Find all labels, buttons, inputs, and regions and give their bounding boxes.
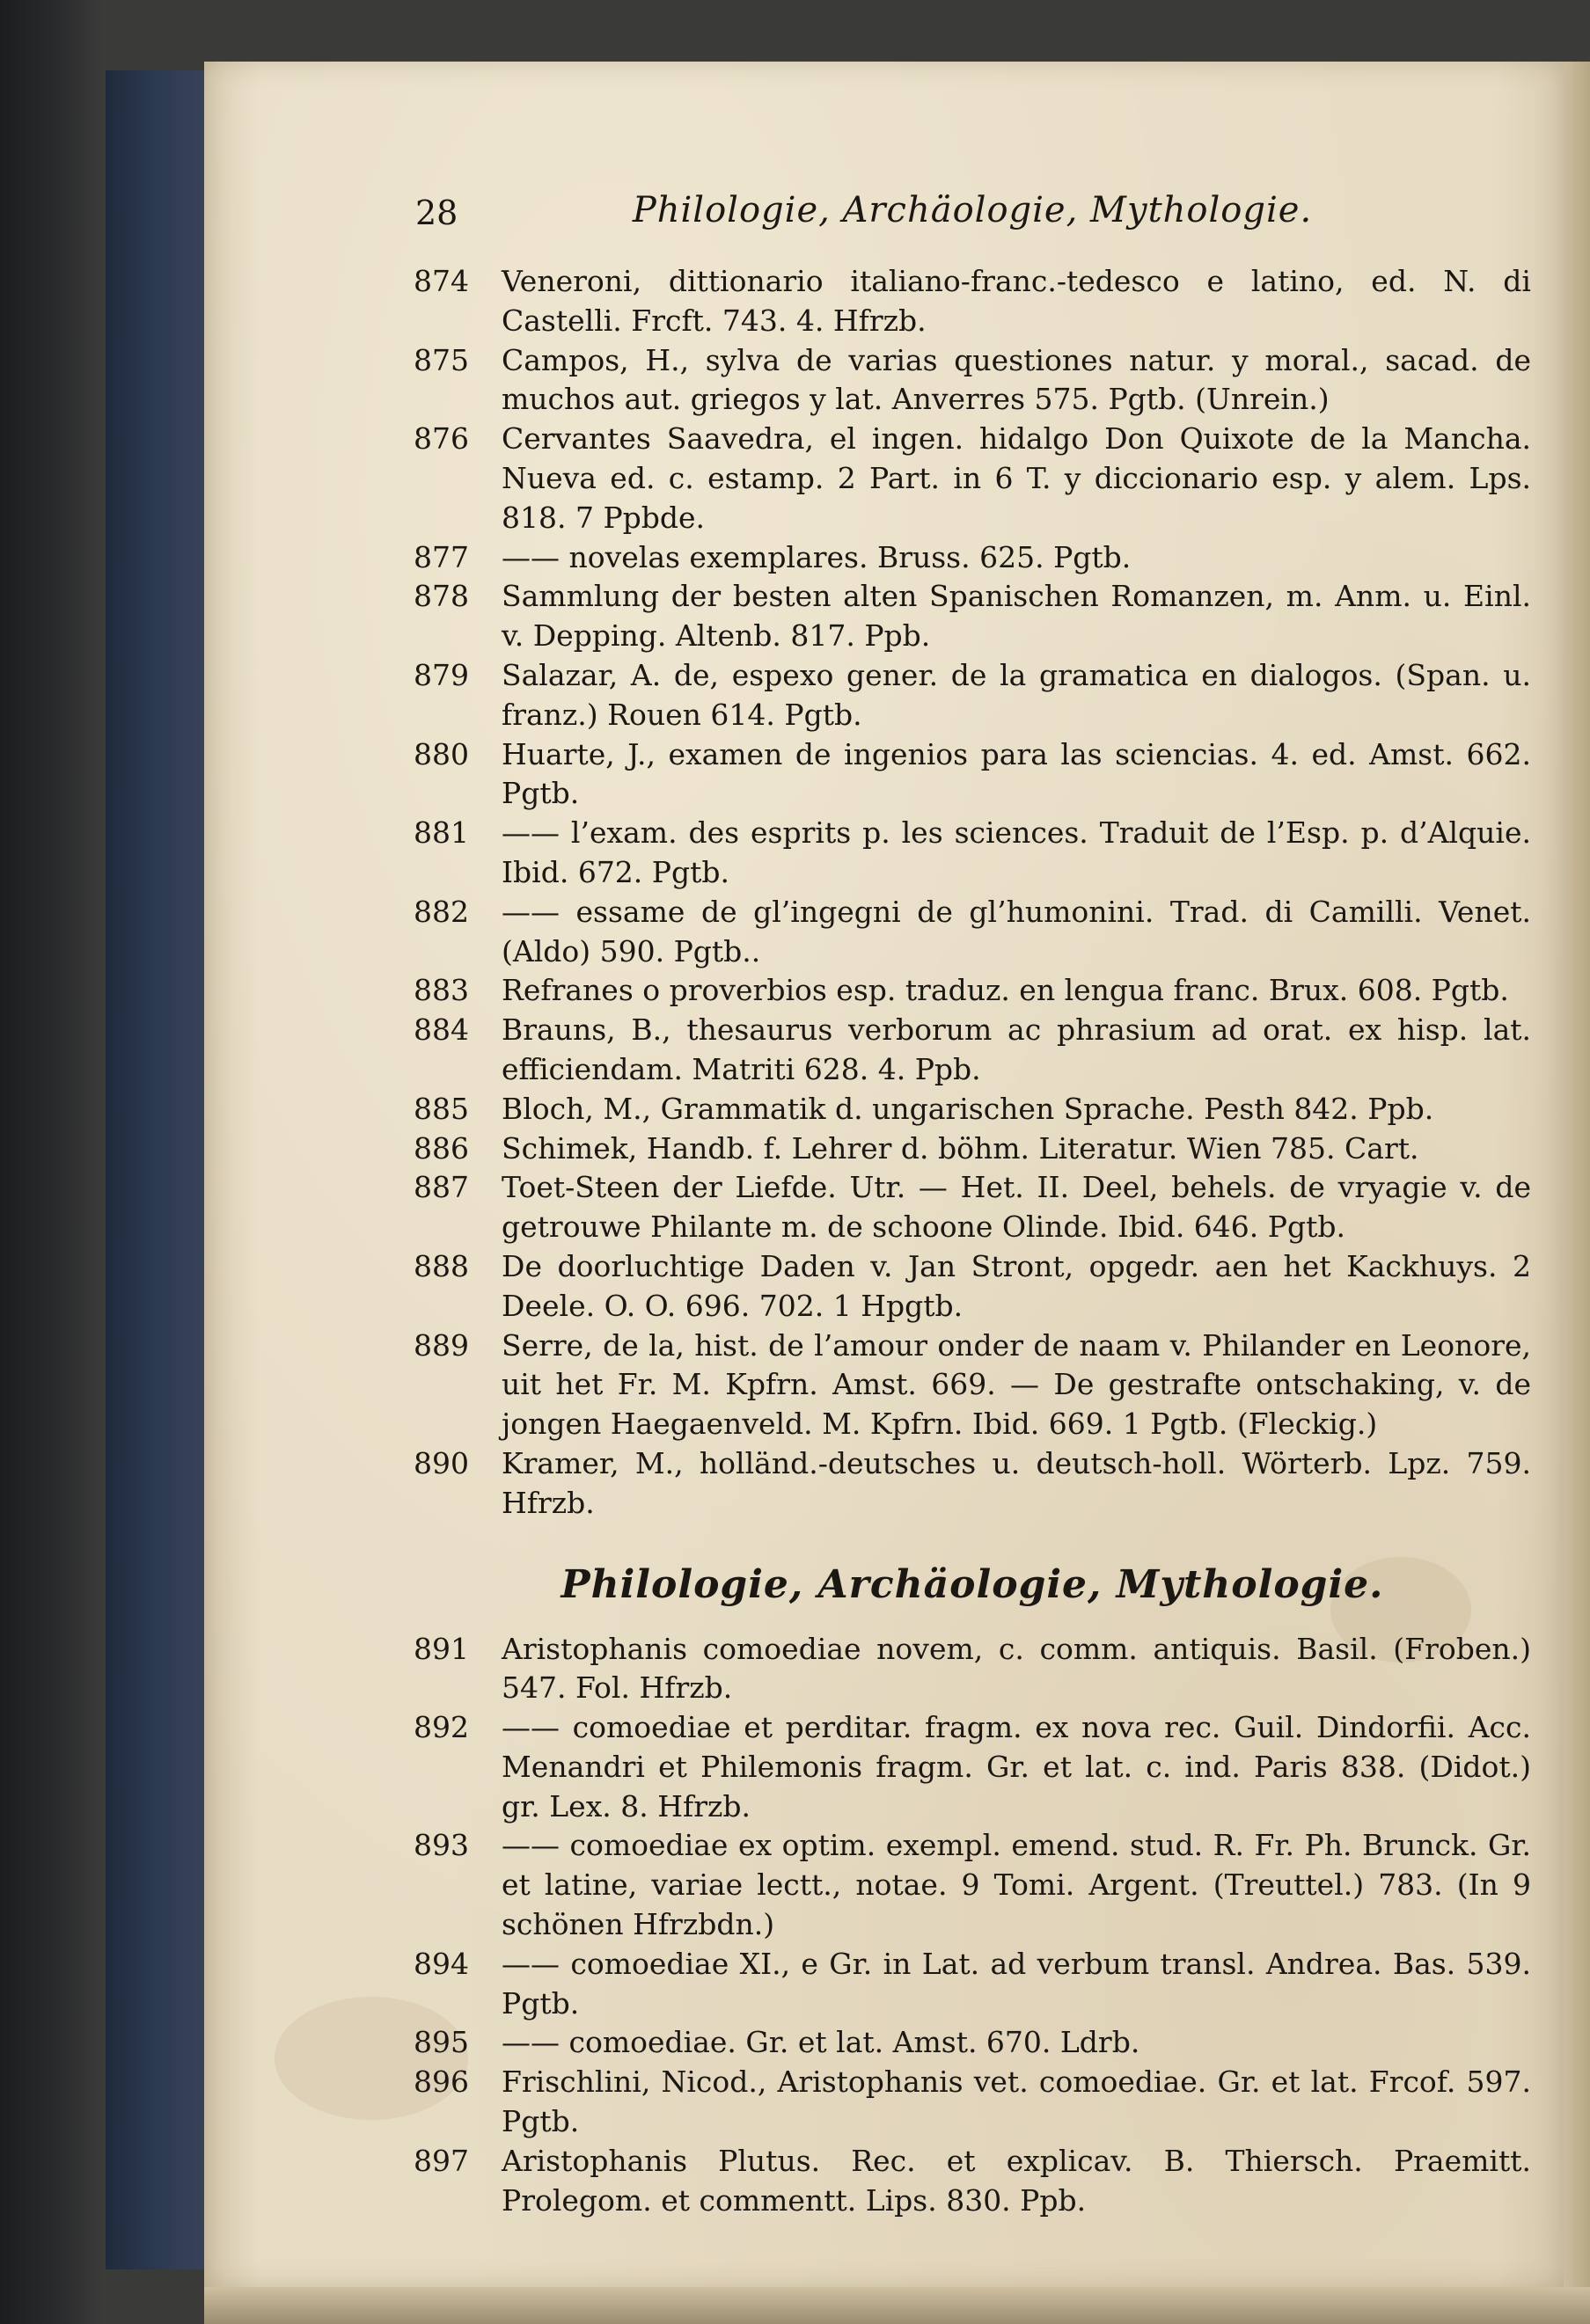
entry-text: —— l’exam. des esprits p. les sciences. Traduit de l’Esp. p. d’Alquie. Ibid. 672. Pgtb. xyxy=(502,815,1531,889)
entry-number: 896 xyxy=(414,2065,469,2100)
book-spine xyxy=(0,0,106,2324)
catalogue-entry xyxy=(414,1011,1531,1090)
entry-number: 887 xyxy=(414,1170,469,1205)
entry-text: Cervantes Saavedra, el ingen. hidalgo Don Quixote de la Mancha. Nueva ed. c. estamp. 2 Part. in 6 T. y diccionario esp. y alem. Lps. 818. 7 Ppbde. xyxy=(502,421,1531,535)
page-content xyxy=(414,176,1531,2220)
catalogue-entry xyxy=(414,1247,1531,1326)
catalogue-entry xyxy=(414,262,1531,341)
catalogue-entry xyxy=(414,1708,1531,1826)
entry-number: 888 xyxy=(414,1248,469,1283)
entry-number: 874 xyxy=(414,264,469,298)
entry-text: Aristophanis Plutus. Rec. et explicav. B. Thiersch. Praemitt. Prolegom. et commentt. Lips. 830. Ppb. xyxy=(502,2143,1531,2218)
entry-text: —— novelas exemplares. Bruss. 625. Pgtb. xyxy=(502,539,1132,574)
entry-text: Salazar, A. de, espexo gener. de la gramatica en dialogos. (Span. u. franz.) Rouen 614. Pgtb. xyxy=(502,657,1531,732)
entry-number: 876 xyxy=(414,421,469,457)
page-stack-right xyxy=(1564,62,1590,2287)
entry-text: —— comoediae XI., e Gr. in Lat. ad verbum transl. Andrea. Bas. 539. Pgtb. xyxy=(502,1946,1531,2021)
catalogue-entry xyxy=(414,1945,1531,2024)
catalogue-entry xyxy=(414,1444,1531,1524)
entry-text: De doorluchtige Daden v. Jan Stront, opgedr. aen het Kackhuys. 2 Deele. O. O. 696. 702. 1 Hpgtb. xyxy=(502,1248,1531,1323)
entry-text: Toet-Steen der Liefde. Utr. — Het. II. Deel, behels. de vryagie v. de getrouwe Philante m. de schoone Olinde. Ibid. 646. Pgtb. xyxy=(502,1170,1531,1245)
entry-number: 889 xyxy=(414,1327,469,1363)
book-cover-edge xyxy=(106,70,209,2269)
entry-number: 890 xyxy=(414,1445,469,1480)
entry-number: 895 xyxy=(414,2025,469,2060)
catalogue-entry xyxy=(414,735,1531,815)
entry-number: 877 xyxy=(414,539,469,574)
entry-text: Aristophanis comoediae novem, c. comm. antiquis. Basil. (Froben.) 547. Fol. Hfrzb. xyxy=(502,1631,1531,1706)
page-stack-bottom xyxy=(204,2287,1590,2324)
entry-text: —— comoediae et perditar. fragm. ex nova rec. Guil. Dindorfii. Acc. Menandri et Philemonis fragm. Gr. et lat. c. ind. Paris 838. (Didot.) gr. Lex. 8. Hfrzb. xyxy=(502,1710,1531,1823)
entry-text: Refranes o proverbios esp. traduz. en lengua franc. Brux. 608. Pgtb. xyxy=(502,973,1509,1008)
running-title: Philologie, Archäologie, Mythologie. xyxy=(632,190,1313,230)
entry-number: 879 xyxy=(414,657,469,692)
catalogue-entry xyxy=(414,656,1531,735)
catalogue-entries-bottom xyxy=(414,1630,1531,2221)
entry-number: 882 xyxy=(414,894,469,929)
entry-text: Bloch, M., Grammatik d. ungarischen Sprache. Pesth 842. Ppb. xyxy=(502,1091,1434,1126)
catalogue-entry xyxy=(414,1326,1531,1444)
entry-number: 891 xyxy=(414,1631,469,1666)
catalogue-entry xyxy=(414,1630,1531,1709)
catalogue-entry xyxy=(414,2023,1531,2063)
catalogue-entry xyxy=(414,893,1531,972)
section-heading: Philologie, Archäologie, Mythologie. xyxy=(561,1561,1384,1607)
catalogue-entry xyxy=(414,1168,1531,1247)
entry-text: Veneroni, dittionario italiano-franc.-tedesco e latino, ed. N. di Castelli. Frcft. 743. 4. Hfrzb. xyxy=(502,264,1531,338)
entry-text: —— comoediae ex optim. exempl. emend. stud. R. Fr. Ph. Brunck. Gr. et latine, variae lectt., notae. 9 Tomi. Argent. (Treuttel.) 783. (In 9 schönen Hfrzbdn.) xyxy=(502,1828,1531,1942)
entry-text: Schimek, Handb. f. Lehrer d. böhm. Literatur. Wien 785. Cart. xyxy=(502,1130,1419,1166)
entry-number: 881 xyxy=(414,815,469,851)
entry-text: Serre, de la, hist. de l’amour onder de naam v. Philander en Leonore, uit het Fr. M. Kpfrn. Amst. 669. — De gestrafte ontschaking, v. de jongen Haegaenveld. M. Kpfrn. Ibid. 669. 1 Pgtb. (Fleckig.) xyxy=(502,1327,1531,1442)
entry-number: 878 xyxy=(414,579,469,614)
catalogue-entry xyxy=(414,1129,1531,1169)
entry-number: 886 xyxy=(414,1130,469,1166)
catalogue-entry xyxy=(414,1090,1531,1129)
page-number: 28 xyxy=(415,194,458,232)
entry-number: 880 xyxy=(414,736,469,771)
entry-text: Sammlung der besten alten Spanischen Romanzen, m. Anm. u. Einl. v. Depping. Altenb. 817. Ppb. xyxy=(502,579,1531,654)
entry-number: 894 xyxy=(414,1946,469,1981)
catalogue-entry xyxy=(414,814,1531,893)
page-header xyxy=(414,176,1531,246)
entry-text: Brauns, B., thesaurus verborum ac phrasium ad orat. ex hisp. lat. efficiendam. Matriti 628. 4. Ppb. xyxy=(502,1012,1531,1086)
entry-number: 897 xyxy=(414,2143,469,2178)
entry-number: 883 xyxy=(414,973,469,1008)
entry-text: Kramer, M., holländ.-deutsches u. deutsch-holl. Wörterb. Lpz. 759. Hfrzb. xyxy=(502,1445,1531,1520)
catalogue-entry xyxy=(414,2142,1531,2221)
entry-text: —— comoediae. Gr. et lat. Amst. 670. Ldrb. xyxy=(502,2025,1140,2060)
catalogue-entry xyxy=(414,971,1531,1011)
entry-number: 884 xyxy=(414,1012,469,1048)
entry-number: 893 xyxy=(414,1828,469,1863)
catalogue-entry xyxy=(414,577,1531,656)
entry-number: 885 xyxy=(414,1091,469,1126)
entry-number: 892 xyxy=(414,1710,469,1745)
catalogue-entry xyxy=(414,538,1531,578)
catalogue-entry xyxy=(414,1826,1531,1944)
catalogue-entry xyxy=(414,2063,1531,2142)
catalogue-entry xyxy=(414,420,1531,537)
entry-text: Huarte, J., examen de ingenios para las sciencias. 4. ed. Amst. 662. Pgtb. xyxy=(502,736,1531,811)
catalogue-entries-top xyxy=(414,262,1531,1524)
entry-text: Frischlini, Nicod., Aristophanis vet. comoediae. Gr. et lat. Frcof. 597. Pgtb. xyxy=(502,2065,1531,2139)
entry-text: —— essame de gl’ingegni de gl’humonini. Trad. di Camilli. Venet. (Aldo) 590. Pgtb.. xyxy=(502,894,1531,968)
catalogue-entry xyxy=(414,341,1531,420)
entry-text: Campos, H., sylva de varias questiones natur. y moral., sacad. de muchos aut. griegos y lat. Anverres 575. Pgtb. (Unrein.) xyxy=(502,342,1531,417)
entry-number: 875 xyxy=(414,342,469,377)
